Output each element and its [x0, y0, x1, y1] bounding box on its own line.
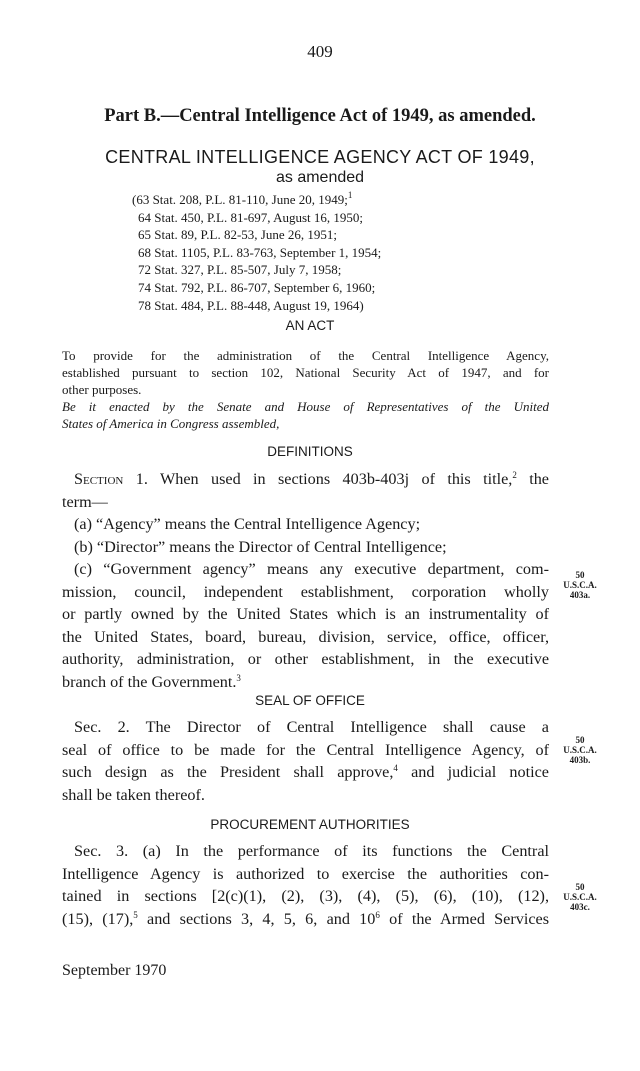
act-title: CENTRAL INTELLIGENCE AGENCY ACT OF 1949,: [105, 147, 535, 167]
section-3: Sec. 3. (a) In the performance of its functions the Central Intelligence Agency is authorized to exercise the authorities con- tained in sections [2(c)(1), (2), (3), (4), (5), (6), (10), (12), (15), (17),$^5$ and sections 3, 4, 5, 6, and $10^6$ of the Armed Services: [62, 842, 550, 928]
page-number: 409: [307, 42, 333, 61]
section-1: Section 1. When used in sections 403b-403j of this title,$^2$ the term— (a) “Agency” means the Central Intelligence Agency; (b) “Director” means the Director of Central Intelligence; (c) “Government agency” means any executive department, com- mission, council, independent establishment, corporation wholly or partly owned by the United States which is an instrumentality of the United States, board, bureau, division, service, office, officer, authority, administration, or other establishment, in the executive branch of the Government.$^3$: [62, 468, 549, 693]
definition-b: (b) “Director” means the Director of Central Intelligence;: [74, 537, 447, 556]
citation-line: 65 Stat. 89, P.L. 82-53, June 26, 1951;: [138, 227, 337, 243]
statute-citations: [132, 191, 381, 314]
footer-date: September 1970: [62, 962, 167, 979]
definition-c: (c) “Government agency” means any executive department, com- mission, council, independent establishment, corporation wholly or partly owned by the United States which is an instrumentality of the United States, board, bureau, division, service, office, officer, authority, administration, or other establishment, in the executive branch of the Government.$^3$: [62, 560, 549, 691]
procurement-heading: PROCUREMENT AUTHORITIES: [210, 817, 410, 832]
margin-note-403b: 50 U.S.C.A. 403b.: [563, 735, 597, 765]
citation-line: 68 Stat. 1105, P.L. 83-763, September 1, 1954;: [138, 244, 382, 260]
citation-line: 64 Stat. 450, P.L. 81-697, August 16, 1950;: [138, 209, 363, 225]
margin-note-403a: 50 U.S.C.A. 403a.: [563, 570, 597, 600]
section-2: Sec. 2. The Director of Central Intelligence shall cause a seal of office to be made for the Central Intelligence Agency, of such design as the President shall approve,$^4$ and judicial notice shall be taken thereof.: [62, 718, 549, 804]
act-purpose: To provide for the administration of the Central Intelligence Agency, established pursuant to section 102, National Security Act of 1947, and for other purposes. Be it enacted by the Senate and House of Representatives of the United States of America in Congress assembled,: [62, 348, 549, 431]
definition-a: (a) “Agency” means the Central Intelligence Agency;: [74, 515, 421, 533]
an-act-heading: AN ACT: [285, 318, 335, 333]
act-subtitle: as amended: [275, 169, 365, 186]
seal-heading: SEAL OF OFFICE: [255, 693, 365, 708]
definitions-heading: DEFINITIONS: [267, 444, 353, 459]
citation-line: 72 Stat. 327, P.L. 85-507, July 7, 1958;: [138, 262, 342, 278]
citation-line: 74 Stat. 792, P.L. 86-707, September 6, 1960;: [138, 279, 376, 295]
citation-line: 78 Stat. 484, P.L. 88-448, August 19, 1964): [138, 297, 364, 313]
part-title: Part B.—Central Intelligence Act of 1949, as amended.: [104, 106, 536, 126]
section-1-intro: Section 1. When used in sections 403b-403j of this title,$^2$ the: [74, 470, 549, 488]
margin-note-403c: 50 U.S.C.A. 403c.: [563, 882, 597, 912]
citation-line: (63 Stat. 208, P.L. 81-110, June 20, 1949;$^1$: [132, 190, 353, 207]
